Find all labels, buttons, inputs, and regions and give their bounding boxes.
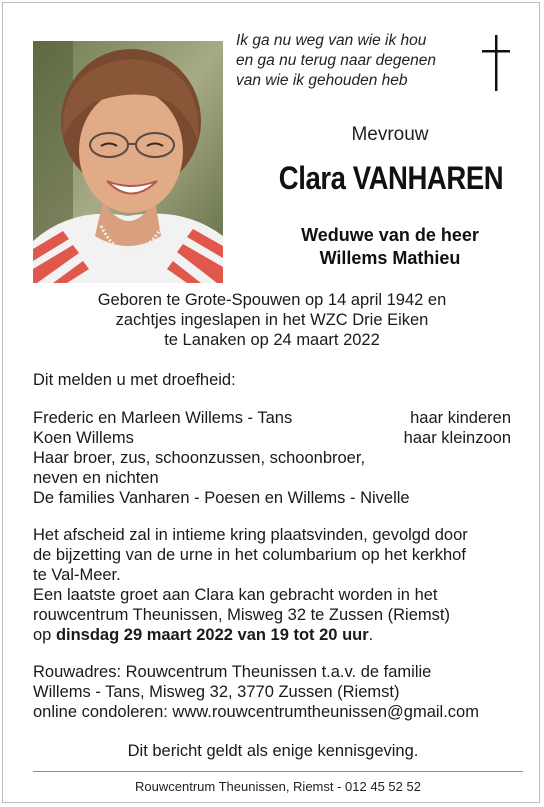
family-name: Koen Willems — [33, 429, 134, 447]
poem-line: en ga nu terug naar degenen — [236, 52, 436, 69]
condolence-line: online condoleren: www.rouwcentrumtheunissen@gmail.com — [33, 703, 479, 721]
address-line: Rouwadres: Rouwcentrum Theunissen t.a.v. de familie — [33, 663, 432, 681]
family-line: neven en nichten — [33, 469, 159, 487]
family-list — [33, 408, 513, 508]
farewell-line: te Val-Meer. — [33, 566, 121, 584]
notice-line: Dit bericht geldt als enige kennisgeving. — [127, 742, 419, 760]
widow-line-2: Willems Mathieu — [319, 248, 461, 268]
farewell-line: Het afscheid zal in intieme kring plaatsvinden, gevolgd door — [33, 526, 468, 544]
born-line: Geboren te Grote-Spouwen op 14 april 1942 en — [97, 291, 447, 309]
farewell-line: rouwcentrum Theunissen, Misweg 32 te Zussen (Riemst) — [33, 606, 450, 624]
born-line: te Lanaken op 24 maart 2022 — [164, 331, 380, 349]
poem — [236, 31, 476, 91]
birth-death-text — [60, 290, 484, 350]
footer-divider — [33, 771, 523, 772]
funeral-home-footer: Rouwcentrum Theunissen, Riemst - 012 45 52 52 — [135, 779, 421, 794]
family-relation: haar kinderen — [410, 409, 511, 427]
poem-line: Ik ga nu weg van wie ik hou — [236, 32, 427, 49]
cross-icon — [480, 35, 512, 91]
honorific: Mevrouw — [351, 124, 429, 145]
family-line: De families Vanharen - Poesen en Willems - Nivelle — [33, 489, 410, 507]
born-line: zachtjes ingeslapen in het WZC Drie Eiken — [115, 311, 429, 329]
portrait-photo — [33, 41, 223, 283]
farewell-text — [33, 525, 513, 645]
farewell-line: Een laatste groet aan Clara kan gebracht worden in het — [33, 586, 438, 604]
family-relation: haar kleinzoon — [403, 429, 511, 447]
widow-line — [240, 224, 540, 270]
visitation-date: dinsdag 29 maart 2022 van 19 tot 20 uur — [55, 626, 369, 644]
widow-line-1: Weduwe van de heer — [301, 225, 479, 245]
visitation-suffix: . — [368, 626, 374, 644]
address-block — [33, 662, 513, 722]
family-name: Frederic en Marleen Willems - Tans — [33, 409, 293, 427]
visitation-prefix: op — [33, 626, 56, 644]
farewell-line: de bijzetting van de urne in het columbarium op het kerkhof — [33, 546, 466, 564]
address-line: Willems - Tans, Misweg 32, 3770 Zussen (Riemst) — [33, 683, 400, 701]
visitation-line — [33, 625, 513, 645]
poem-line: van wie ik gehouden heb — [236, 72, 408, 89]
family-line: Haar broer, zus, schoonzussen, schoonbroer, — [33, 449, 366, 467]
announcement: Dit melden u met droefheid: — [33, 371, 236, 389]
deceased-name: Clara VANHAREN — [278, 160, 504, 196]
